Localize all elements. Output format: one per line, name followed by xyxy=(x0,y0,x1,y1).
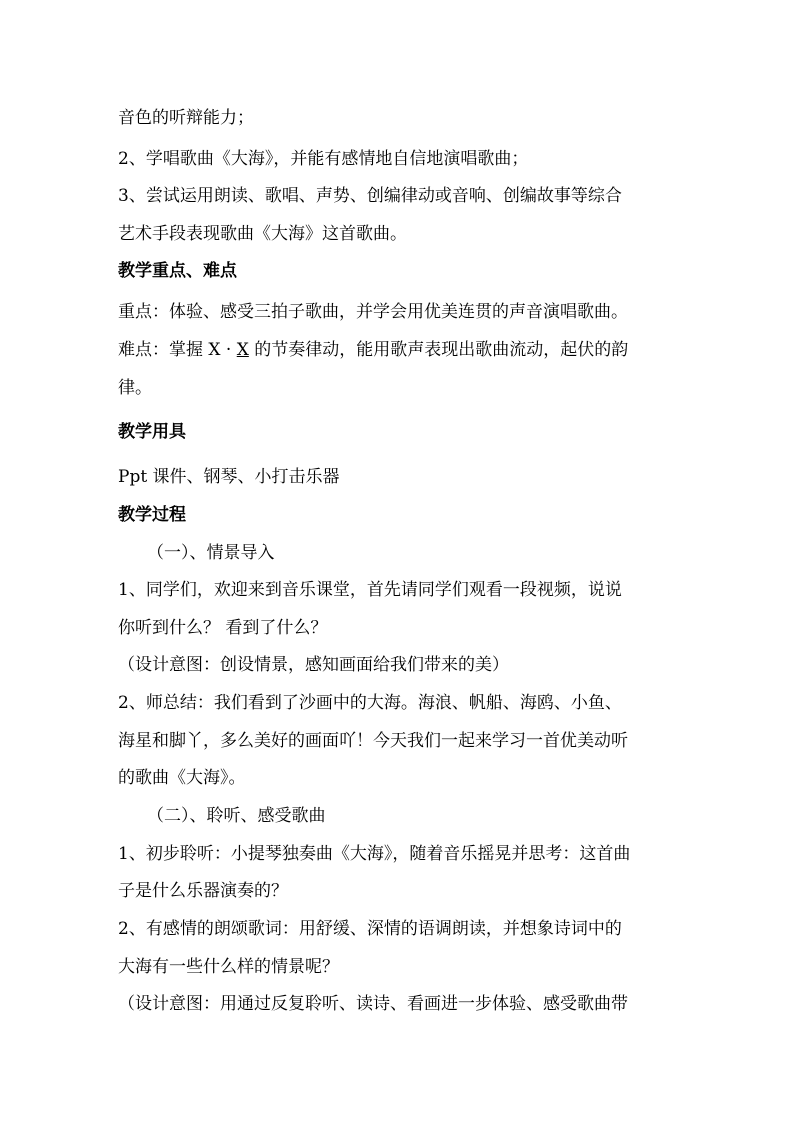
text-line xyxy=(118,340,628,360)
section-heading: 教学过程 xyxy=(118,505,186,525)
section-heading: 教学重点、难点 xyxy=(118,261,237,281)
text-line: 海星和脚丫，多么美好的画面吖！今天我们一起来学习一首优美动听 xyxy=(118,731,628,751)
rhythm-note-underlined: X xyxy=(236,340,249,360)
text-line: 你听到什么？ 看到了什么？ xyxy=(118,618,328,638)
text-line: 1、同学们，欢迎来到音乐课堂，首先请同学们观看一段视频，说说 xyxy=(118,580,622,600)
text-line: 的歌曲《大海》。 xyxy=(118,768,246,788)
text-line: 子是什么乐器演奏的？ xyxy=(118,881,288,901)
text-line: 律。 xyxy=(118,378,152,398)
text-line: 2、师总结：我们看到了沙画中的大海。海浪、帆船、海鸥、小鱼、 xyxy=(118,693,622,713)
text-line: 音色的听辩能力； xyxy=(118,108,254,128)
text-line: 重点：体验、感受三拍子歌曲，并学会用优美连贯的声音演唱歌曲。 xyxy=(118,302,628,322)
text-line: （设计意图：创设情景，感知画面给我们带来的美） xyxy=(118,655,509,675)
text-line: 2、学唱歌曲《大海》，并能有感情地自信地演唱歌曲； xyxy=(118,149,529,169)
text-segment: 的节奏律动，能用歌声表现出歌曲流动，起伏的韵 xyxy=(248,340,629,360)
text-line: （设计意图：用通过反复聆听、读诗、看画进一步体验、感受歌曲带 xyxy=(118,994,628,1014)
text-segment: 难点：掌握 X · xyxy=(118,340,237,360)
subsection-heading: （二）、聆听、感受歌曲 xyxy=(147,806,326,826)
section-heading: 教学用具 xyxy=(118,422,186,442)
subsection-heading: （一）、情景导入 xyxy=(147,543,275,563)
text-line: 3、尝试运用朗读、歌唱、声势、创编律动或音响、创编故事等综合 xyxy=(118,186,622,206)
text-line: 艺术手段表现歌曲《大海》这首歌曲。 xyxy=(118,224,407,244)
text-line: Ppt 课件、钢琴、小打击乐器 xyxy=(118,467,340,487)
text-line: 大海有一些什么样的情景呢？ xyxy=(118,957,339,977)
text-line: 2、有感情的朗颂歌词：用舒缓、深情的语调朗读，并想象诗词中的 xyxy=(118,919,622,939)
text-line: 1、初步聆听：小提琴独奏曲《大海》，随着音乐摇晃并思考：这首曲 xyxy=(118,844,631,864)
